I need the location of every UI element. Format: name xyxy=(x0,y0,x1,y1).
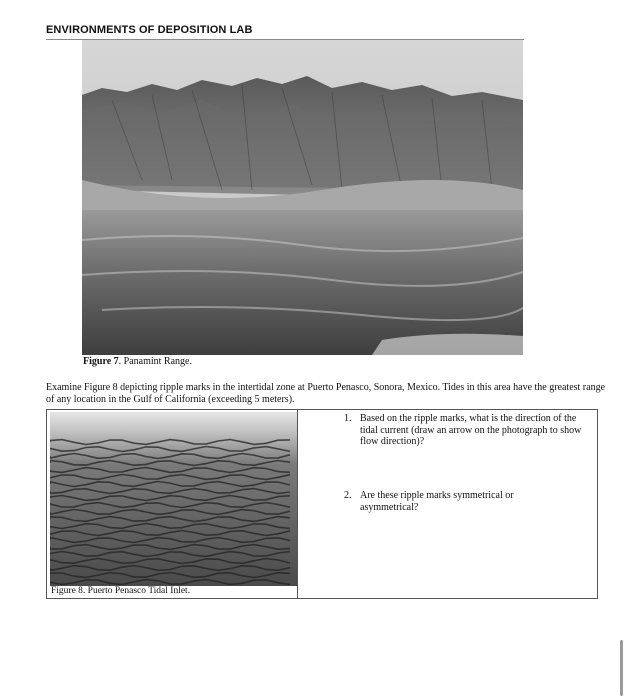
scrollbar-thumb[interactable] xyxy=(620,640,623,696)
table-divider xyxy=(297,410,298,598)
intro-paragraph: Examine Figure 8 depicting ripple marks in the intertidal zone at Puerto Penasco, Sonora, Mexico. Tides in this area have the greatest range of any location in the Gulf of California (exceeding 5 meters). xyxy=(46,382,606,405)
figure-8-question-table xyxy=(46,409,598,599)
figure-8-photo xyxy=(50,412,297,586)
figure-8-caption: Figure 8. Puerto Penasco Tidal Inlet. xyxy=(51,586,191,596)
question-2-text: Are these ripple marks symmetrical or asymmetrical? xyxy=(360,490,514,513)
figure-7-caption-label: Figure 7 xyxy=(83,356,119,367)
figure-7-caption-text: . Panamint Range. xyxy=(118,356,192,367)
figure-7-photo xyxy=(82,40,523,355)
figure-7-caption xyxy=(83,356,192,367)
question-1-number: 1. xyxy=(344,413,352,424)
question-2-number: 2. xyxy=(344,490,352,501)
question-1-text: Based on the ripple marks, what is the direction of the tidal current (draw an arrow on the photograph to show flow direction)? xyxy=(360,413,582,447)
page-title: ENVIRONMENTS OF DEPOSITION LAB xyxy=(46,24,253,36)
